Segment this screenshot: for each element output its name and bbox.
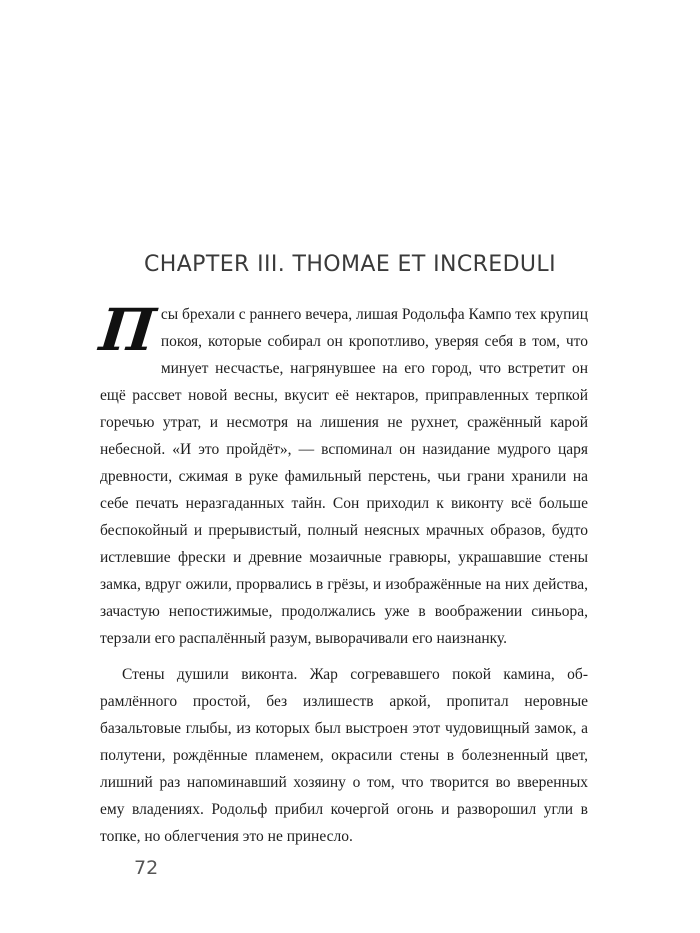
page-number: 72 [134,857,159,879]
chapter-title: CHAPTER III. THOMAE ET INCREDULI [144,252,556,277]
paragraph-1 [96,296,588,652]
paragraph-2: Стены душили виконта. Жар согревавшего покой камина, обрамлённого простой, без излишеств аркой, пропитал неровные базальтовые глыбы, из которых был выстроен этот чудовищный замок, а полутени, рождённые пламенем, окрасили стены в болезненный цвет, лишний раз напоминавший хозяину о том, что творится во вверенных ему владениях. Родольф прибил кочергой огонь и разворошил угли в топке, но облегчения это не принесло. [100,666,588,845]
paragraph-1-text: сы брехали с раннего вечера, лишая Родольфа Кампо тех крупиц покоя, которые собирал он кропотливо, уверяя себя в том, что минует несчастье, нагрянувшее на его город, что встретит он ещё рассвет новой весны, вкусит её нектаров, приправленных терпкой горечью утрат, и несмотря на лишения не рухнет, сражённый карой небесной. «И это пройдёт», — вспоминал он назидание мудрого царя древности, сжимая в руке фамильный перстень, чьи грани хранили на себе печать неразгаданных тайн. Сон приходил к виконту всё больше беспокойный и прерывистый, полный неясных мрачных образов, будто истлевшие фрески и древние мозаичные гравюры, украшавшие стены замка, вдруг ожили, прорвались в грёзы, и изображённые на них действа, зачастую непостижимые, продолжались уже в воображении синьора, терзали его распалённый разум, выворачивали его наизнанку. [100,306,588,647]
drop-cap-letter: П [96,296,159,364]
body-text [96,296,588,850]
